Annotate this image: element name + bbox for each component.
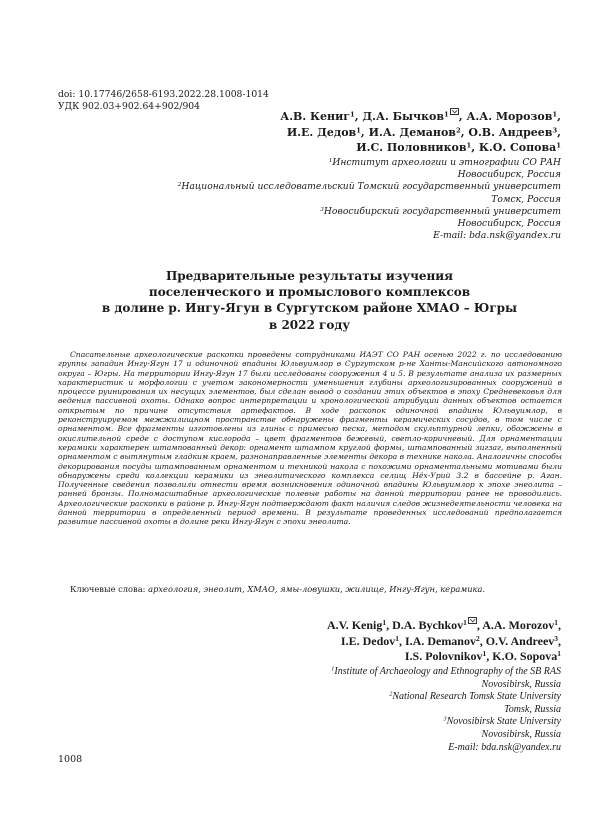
author-sup: 1	[444, 110, 449, 119]
article-title	[58, 268, 561, 333]
author-name: О.В. Андреев	[468, 125, 553, 139]
author-sup: 1	[482, 648, 487, 658]
title-line: в 2022 году	[268, 317, 351, 332]
title-line: в долине р. Ингу-Ягун в Сургутском районе ХМАО – Югры	[101, 301, 518, 316]
author-name: I.A. Demanov	[404, 633, 476, 648]
author-name: И.С. Половников	[356, 141, 467, 154]
author-name: I.S. Polovnikov	[404, 649, 483, 663]
doi: doi: 10.17746/2658-6193.2022.28.1008-1014	[58, 89, 269, 100]
affiliation-city: Novosibirsk, Russia	[481, 728, 561, 740]
authors-en	[327, 617, 561, 665]
abstract	[58, 350, 562, 527]
udc: УДК 902.03+902.64+902/904	[58, 101, 200, 112]
email-en: E-mail: bda.nsk@yandex.ru	[448, 741, 561, 753]
author-name: A.V. Kenig	[326, 618, 383, 632]
author-line: А.В. Кениг$^1$, Д.А. Бычков$^1$ , А.А. Морозов$^1$,	[280, 110, 561, 123]
author-sup: 1	[395, 633, 399, 643]
affiliation-org: $^2$National Research Tomsk State University	[389, 690, 561, 703]
author-sup: 2	[475, 633, 480, 643]
envelope-icon	[450, 108, 459, 115]
email-ru: E-mail: bda.nsk@yandex.ru	[433, 230, 561, 242]
authors-ru	[280, 108, 561, 156]
keywords	[70, 584, 485, 595]
author-sup: 3	[554, 633, 558, 643]
author-sup: 1	[382, 617, 387, 627]
affiliation-city: Томск, Россия	[491, 193, 561, 205]
keywords-label: Ключевые слова:	[70, 584, 146, 594]
author-sup: 1	[552, 110, 558, 119]
affiliations-ru	[178, 157, 561, 242]
affiliation-org: $^3$Новосибирский государственный университет	[320, 205, 561, 217]
page-number: 1008	[58, 754, 83, 765]
author-sup: 1	[556, 141, 561, 150]
author-line: I.S. Polovnikov$^1$, K.O. Sopova$^1$	[404, 648, 561, 663]
author-sup: 2	[455, 125, 461, 134]
author-sup: 1	[349, 110, 355, 119]
author-name: K.O. Sopova	[492, 649, 558, 663]
affiliation-city: Новосибирск, Россия	[457, 218, 561, 230]
article-meta	[58, 89, 269, 113]
affiliation-org: $^1$Институт археологии и этнографии СО РАН	[328, 157, 561, 168]
envelope-icon	[468, 617, 477, 624]
affiliation-org: $^1$Institute of Archaeology and Ethnography of the SB RAS	[331, 665, 561, 677]
author-sup: 1	[554, 617, 558, 627]
affiliation-org: $^2$Национальный исследовательский Томский государственный университет	[177, 181, 561, 193]
title-line: поселенческого и промыслового комплексов	[148, 285, 471, 300]
author-line: I.E. Dedov$^1$, I.A. Demanov$^2$, O.V. Andreev$^3$,	[340, 633, 561, 648]
author-line: A.V. Kenig$^1$, D.A. Bychkov$^1$ , A.A. Morozov$^1$,	[326, 617, 561, 632]
author-sup: 1	[463, 617, 467, 627]
author-line: И.С. Половников$^1$, К.О. Сопова$^1$	[356, 141, 561, 154]
author-name: I.E. Dedov	[340, 633, 396, 648]
author-name: A.A. Morozov	[482, 618, 555, 632]
abstract-text: Спасательные археологические раскопки проведены сотрудниками ИАЭТ СО РАН осенью 2022 г. по исследованию группы западин Ингу-Ягун 17 и одиночной впадины Юльвуимлор в Сургутском р-не Ханты-Мансийского автономного округа – Югры. На территории Ингу-Ягун 17 были исследованы сооружения 4 и 5. В результате анализа их размерных характеристик и морфологии с учетом закономерности уменьшения глубины археологизированных сооружений в процессе руинирования их несущих элементов, был сделан вывод о создании этих объектов в эпоху Средневековья для ведения пассивной охоты. Однако вопрос интерпретации и хронологической атрибуции данных объектов остается открытым по причине отсутствия артефактов. В ходе раскопок одиночной впадины Юльвуимлор, в реконструируемом межжилищном пространстве обнаружены фрагменты керамических сосудов, в том числе с орнаментом. Все фрагменты изготовлены из глины с примесью песка, методом скульптурной лепки, обожжены в окислительной среде с доступом кислорода – цвет фрагментов бежевый, светло-коричневый. Для орнаментации керамики характерен штампованный декор: орнамент штампом круглой формы, штампованный зигзаг, выполненный орнаментом с вытянутым гладким краем, разнонаправленные элементы декора в технике накола. Аналогичны способы декорирования посуды штампованным орнаментом и техникой накола с похожими орнаментальными мотивами были обнаружены среди коллекции керамики из энеолитического комплекса селищ Нёх-Урий 3.2 в бассейне р. Аган. Полученные сведения позволили отнести время возникновения одиночной впадины Юльвуимлор к эпохе энеолита – ранней бронзы. Полномасштабные археологические полевые работы на данной территории ранее не проводились. Археологические раскопки в районе р. Ингу-Ягун подтверждают факт наличия следов жизнедеятельности человека на данной территории в определенный период времени. В результате проведенных исследований предполагается развитие пассивной охоты в долине реки Ингу-Ягун с эпохи энеолита.	[58, 350, 562, 527]
affiliation-city: Новосибирск, Россия	[457, 169, 561, 181]
author-sup: 1	[466, 141, 472, 150]
title-line: Предварительные результаты изучения	[165, 269, 454, 283]
author-sup: 1	[356, 125, 361, 134]
author-name: O.V. Andreev	[485, 633, 555, 648]
keywords-text: археология, энеолит, ХМАО, ямы-ловушки, жилище, Ингу-Ягун, керамика.	[148, 584, 486, 594]
affiliation-org: $^3$Novosibirsk State University	[443, 715, 561, 728]
author-name: И.А. Деманов	[368, 125, 456, 139]
author-name: Д.А. Бычков	[362, 110, 445, 123]
author-name: А.А. Морозов	[466, 110, 553, 123]
affiliation-city: Tomsk, Russia	[504, 703, 561, 715]
author-name: А.В. Кениг	[280, 110, 350, 123]
author-name: D.A. Bychkov	[392, 618, 464, 632]
author-sup: 1	[557, 648, 561, 658]
affiliation-city: Novosibirsk, Russia	[481, 678, 561, 690]
affiliations-en	[331, 666, 561, 754]
author-line: И.Е. Дедов$^1$, И.А. Деманов$^2$, О.В. Андреев$^3$,	[286, 125, 561, 139]
author-name: К.О. Сопова	[478, 141, 557, 154]
author-sup: 3	[552, 125, 558, 134]
author-name: И.Е. Дедов	[286, 125, 357, 139]
